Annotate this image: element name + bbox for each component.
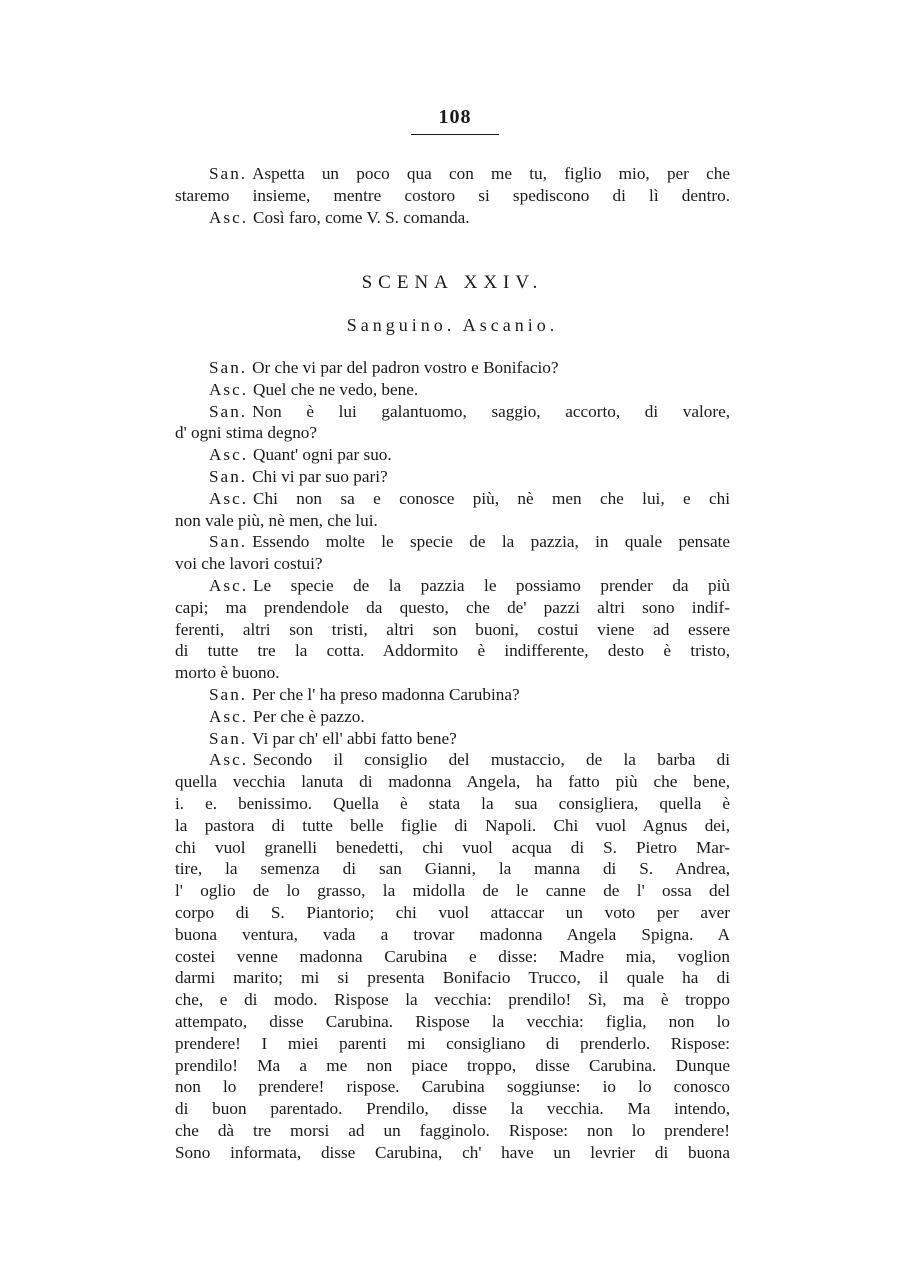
text-line: [175, 444, 730, 466]
text-line: [175, 880, 730, 902]
speaker-label: San.: [209, 358, 248, 377]
text-line: [175, 684, 730, 706]
speaker-label: San.: [209, 401, 248, 421]
speaker-label: Asc.: [209, 750, 249, 770]
text-line: [175, 924, 730, 946]
line-text: Non è lui galantuomo, saggio, accorto, di valore,: [252, 401, 730, 421]
text-line: [175, 728, 730, 750]
line-text: che, e di modo. Rispose la vecchia: prendilo! Sì, ma è troppo: [175, 990, 730, 1010]
text-line: [175, 946, 730, 968]
speaker-label: San.: [209, 164, 248, 183]
line-text: ferenti, altri son tristi, altri son buoni, costui viene ad essere: [175, 619, 730, 639]
line-text: voi che lavori costui?: [175, 554, 323, 574]
line-text: costei venne madonna Carubina e disse: Madre mia, voglion: [175, 946, 730, 966]
line-text: di tutte tre la cotta. Addormito è indifferente, desto è tristo,: [175, 641, 730, 661]
text-line: [175, 619, 730, 641]
line-text: che dà tre morsi ad un fagginolo. Rispose: non lo prendere!: [175, 1120, 730, 1140]
text-line: [175, 837, 730, 859]
speaker-label: San.: [209, 728, 248, 748]
text-line: [175, 357, 730, 379]
text-line: [175, 793, 730, 815]
scene-characters: Sanguino. Ascanio.: [346, 315, 559, 335]
text-line: [175, 207, 730, 229]
speaker-label: San.: [209, 532, 248, 552]
text-line: [175, 1142, 730, 1164]
text-line: [175, 466, 730, 488]
line-text: quella vecchia lanuta di madonna Angela, ha fatto più che bene,: [175, 772, 730, 792]
line-text: Così faro, come V. S. comanda.: [253, 207, 470, 227]
intro-block: [175, 163, 730, 228]
text-line: [175, 379, 730, 401]
text-line: [175, 662, 730, 684]
line-text: buona ventura, vada a trovar madonna Angela Spigna. A: [175, 924, 730, 944]
line-text: non lo prendere! rispose. Carubina soggiunse: io lo conosco: [175, 1077, 730, 1097]
line-text: Aspetta un poco qua con me tu, figlio mio, per che: [252, 164, 730, 183]
text-line: [175, 510, 730, 532]
line-text: la pastora di tutte belle figlie di Napoli. Chi vuol Agnus dei,: [175, 815, 730, 835]
line-text: tire, la semenza di san Gianni, la manna di S. Andrea,: [175, 859, 730, 879]
speaker-label: San.: [209, 466, 248, 486]
line-text: di buon parentado. Prendilo, disse la vecchia. Ma intendo,: [175, 1099, 730, 1119]
text-line: [175, 902, 730, 924]
speaker-label: Asc.: [209, 207, 249, 227]
page-number: 108: [438, 106, 472, 128]
text-line: [175, 597, 730, 619]
line-text: chi vuol granelli benedetti, chi vuol acqua di S. Pietro Mar-: [175, 837, 730, 857]
line-text: i. e. benissimo. Quella è stata la sua consigliera, quella è: [175, 793, 730, 813]
line-text: Quel che ne vedo, bene.: [253, 379, 419, 399]
header-rule: [411, 134, 499, 135]
line-text: darmi marito; mi si presenta Bonifacio Trucco, il quale ha di: [175, 968, 730, 988]
text-line: [175, 553, 730, 575]
text-line: [175, 989, 730, 1011]
line-text: d' ogni stima degno?: [175, 423, 318, 443]
text-line: [175, 771, 730, 793]
line-text: corpo di S. Piantorio; chi vuol attaccar un voto per aver: [175, 902, 730, 922]
text-line: [175, 749, 730, 771]
speaker-label: San.: [209, 684, 248, 704]
text-line: [175, 1098, 730, 1120]
text-line: [175, 1120, 730, 1142]
line-text: Chi non sa e conosce più, nè men che lui, e chi: [253, 488, 730, 508]
line-text: prendilo! Ma a me non piace troppo, disse Carubina. Dunque: [175, 1055, 730, 1075]
text-line: [175, 185, 730, 207]
text-line: [175, 858, 730, 880]
line-text: capi; ma prendendole da questo, che de' pazzi altri sono indif-: [175, 597, 730, 617]
line-text: l' oglio de lo grasso, la midolla de le canne de l' ossa del: [175, 881, 730, 901]
line-text: Per che l' ha preso madonna Carubina?: [252, 684, 520, 704]
line-text: non vale più, nè men, che lui.: [175, 510, 378, 530]
line-text: Chi vi par suo pari?: [252, 466, 388, 486]
text-line: [175, 531, 730, 553]
text-line: [175, 1076, 730, 1098]
speaker-label: Asc.: [209, 445, 249, 465]
text-line: [175, 640, 730, 662]
line-text: prendere! I miei parenti mi consigliano di prenderlo. Rispose:: [175, 1033, 730, 1053]
line-text: Or che vi par del padron vostro e Bonifacio?: [252, 358, 559, 377]
text-line: [175, 706, 730, 728]
line-text: staremo insieme, mentre costoro si spediscono di lì dentro.: [175, 185, 730, 205]
text-line: [175, 967, 730, 989]
text-line: [175, 401, 730, 423]
speaker-label: Asc.: [209, 575, 249, 595]
text-line: [175, 575, 730, 597]
line-text: Essendo molte le specie de la pazzia, in quale pensate: [252, 532, 730, 552]
line-text: Vi par ch' ell' abbi fatto bene?: [252, 728, 457, 748]
speaker-label: Asc.: [209, 488, 249, 508]
text-line: [175, 1033, 730, 1055]
line-text: Secondo il consiglio del mustaccio, de la barba di: [253, 750, 730, 770]
speaker-label: Asc.: [209, 379, 249, 399]
scene-title: SCENA XXIV.: [361, 272, 544, 293]
text-line: [175, 1011, 730, 1033]
line-text: Sono informata, disse Carubina, ch' have un levrier di buona: [175, 1142, 730, 1162]
line-text: Per che è pazzo.: [253, 706, 365, 726]
text-line: [175, 1055, 730, 1077]
text-line: [175, 422, 730, 444]
line-text: attempato, disse Carubina. Rispose la vecchia: figlia, non lo: [175, 1011, 730, 1031]
text-line: [175, 163, 730, 185]
line-text: Le specie de la pazzia le possiamo prender da più: [253, 575, 730, 595]
text-line: [175, 815, 730, 837]
dialogue-block: [175, 357, 730, 1163]
text-line: [175, 488, 730, 510]
line-text: morto è buono.: [175, 663, 280, 683]
speaker-label: Asc.: [209, 706, 249, 726]
line-text: Quant' ogni par suo.: [253, 445, 392, 465]
